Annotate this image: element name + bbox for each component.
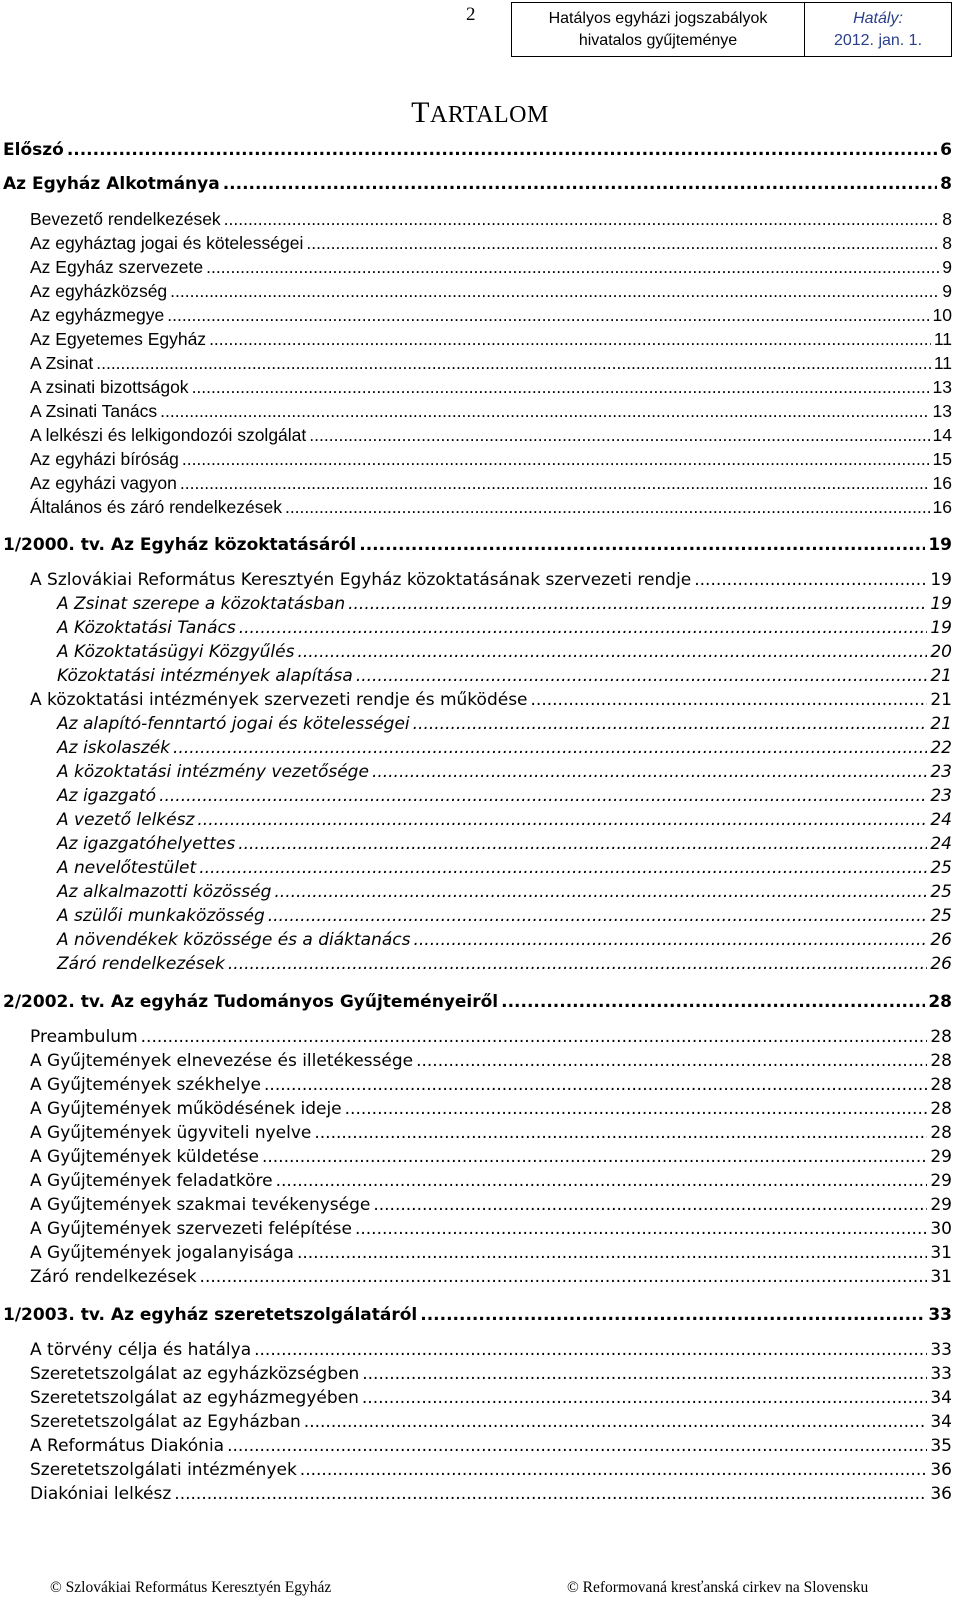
toc-leader-dots (180, 473, 930, 494)
toc-entry (30, 257, 952, 278)
toc-entry (57, 954, 952, 974)
toc-entry-title: 1/2000. tv. Az Egyház közoktatásáról (3, 535, 357, 555)
toc-leader-dots (362, 1364, 927, 1384)
toc-entry-page: 22 (930, 738, 952, 758)
toc-entry (30, 497, 952, 518)
toc-entry (30, 1171, 952, 1191)
toc-leader-dots (206, 257, 939, 278)
toc-entry (57, 714, 952, 734)
toc-entry-page: 33 (930, 1364, 952, 1384)
toc-entry-page: 36 (930, 1460, 952, 1480)
toc-leader-dots (274, 882, 927, 902)
toc-entry-title: A Szlovákiai Református Keresztyén Egyház közoktatásának szervezeti rendje (30, 570, 692, 590)
toc-entry-page: 29 (930, 1147, 952, 1167)
toc-entry-title: A Gyűjtemények ügyviteli nyelve (30, 1123, 312, 1143)
toc-entry (57, 618, 952, 638)
header-effect-date: 2012. jan. 1. (833, 31, 923, 49)
toc-entry-page: 13 (932, 401, 952, 421)
toc-entry (30, 1267, 952, 1287)
toc-leader-dots (276, 1171, 928, 1191)
toc-leader-dots (304, 1412, 928, 1432)
toc-entry-title: Közoktatási intézmények alapítása (57, 666, 353, 686)
toc-leader-dots (420, 1305, 925, 1325)
toc-entry (3, 992, 952, 1012)
toc-entry-page: 11 (933, 353, 952, 373)
toc-entry-page: 24 (930, 810, 952, 830)
toc-entry-title: A Zsinat szerepe a közoktatásban (57, 594, 346, 614)
toc-entry-page: 28 (930, 1123, 952, 1143)
toc-entry-page: 28 (930, 1027, 952, 1047)
toc-entry-title: A Gyűjtemények jogalanyisága (30, 1243, 294, 1263)
toc-entry-page: 10 (932, 305, 952, 325)
toc-entry-title: Az igazgatóhelyettes (57, 834, 236, 854)
toc-entry-page: 26 (930, 930, 952, 950)
toc-entry (30, 401, 952, 422)
toc-leader-dots (348, 594, 927, 614)
toc-entry-title: Záró rendelkezések (57, 954, 225, 974)
footer-left: © Szlovákiai Református Keresztyén Egyház (50, 1579, 332, 1596)
toc-entry (57, 834, 952, 854)
toc-entry-title: Általános és záró rendelkezések (30, 497, 282, 517)
toc-entry (30, 1099, 952, 1119)
toc-entry-title: 1/2003. tv. Az egyház szeretetszolgálatáról (3, 1305, 418, 1325)
toc-entry-title: A törvény célja és hatálya (30, 1340, 252, 1360)
toc-leader-dots (416, 1051, 927, 1071)
toc-entry (30, 1147, 952, 1167)
toc-entry (57, 858, 952, 878)
toc-leader-dots (167, 305, 929, 326)
toc-entry (3, 535, 952, 555)
toc-leader-dots (309, 425, 929, 446)
page-title-first: T (411, 96, 430, 129)
toc-entry-title: Az Egyetemes Egyház (30, 329, 207, 349)
toc-entry (57, 786, 952, 806)
toc-leader-dots (306, 233, 939, 254)
toc-entry-title: A Gyűjtemények elnevezése és illetékessége (30, 1051, 414, 1071)
toc-entry-title: Diakóniai lelkész (30, 1484, 172, 1504)
toc-entry-page: 20 (930, 642, 952, 662)
toc-entry-page: 16 (932, 497, 952, 517)
toc-entry (30, 1195, 952, 1215)
toc-entry-page: 23 (930, 786, 952, 806)
toc-entry-title: Szeretetszolgálati intézmények (30, 1460, 297, 1480)
toc-entry-title: 2/2002. tv. Az egyház Tudományos Gyűjteményeiről (3, 992, 499, 1012)
header-effect (805, 3, 951, 56)
toc-entry-title: A Gyűjtemények székhelye (30, 1075, 262, 1095)
toc-entry (30, 473, 952, 494)
toc-entry-page: 15 (932, 449, 952, 469)
toc-entry-page: 28 (930, 1099, 952, 1119)
toc-entry-page: 19 (928, 535, 952, 555)
header-title (512, 3, 805, 56)
toc-leader-dots (192, 377, 930, 398)
toc-entry (30, 1388, 952, 1408)
toc-entry-title: A növendékek közössége és a diáktanács (57, 930, 411, 950)
toc-entry-title: Az Egyház Alkotmánya (3, 174, 220, 194)
header-title-line1: Hatályos egyházi jogszabályok (548, 9, 768, 27)
toc-entry-title: A Közoktatási Tanács (57, 618, 236, 638)
toc-entry-title: Az iskolaszék (57, 738, 171, 758)
toc-leader-dots (501, 992, 925, 1012)
toc-leader-dots (362, 1388, 927, 1408)
toc-entry (30, 1340, 952, 1360)
toc-entry (30, 1436, 952, 1456)
toc-leader-dots (141, 1027, 928, 1047)
toc-leader-dots (224, 209, 940, 230)
toc-leader-dots (96, 353, 931, 374)
toc-entry-page: 11 (933, 329, 952, 349)
toc-entry (30, 233, 952, 254)
toc-entry (30, 305, 952, 326)
toc-entry-page: 19 (930, 570, 952, 590)
toc-leader-dots (531, 690, 928, 710)
toc-entry-page: 33 (928, 1305, 952, 1325)
toc-entry-page: 19 (930, 594, 952, 614)
toc-entry-title: Az egyházi bíróság (30, 449, 179, 469)
toc-entry-page: 6 (940, 140, 952, 160)
toc-entry (30, 1243, 952, 1263)
toc-entry-page: 24 (930, 834, 952, 854)
toc-leader-dots (174, 1484, 927, 1504)
toc-entry-page: 26 (930, 954, 952, 974)
toc-entry (30, 329, 952, 350)
toc-entry-title: A közoktatási intézmény vezetősége (57, 762, 369, 782)
toc-entry (30, 1460, 952, 1480)
toc-entry (30, 1051, 952, 1071)
toc-leader-dots (200, 1267, 928, 1287)
toc-leader-dots (345, 1099, 928, 1119)
toc-entry-title: A Gyűjtemények küldetése (30, 1147, 259, 1167)
toc-entry-page: 21 (930, 666, 952, 686)
toc-entry-page: 14 (932, 425, 952, 445)
toc-leader-dots (413, 714, 928, 734)
toc-entry-page: 29 (930, 1195, 952, 1215)
toc-entry-title: A szülői munkaközösség (57, 906, 265, 926)
toc-leader-dots (209, 329, 931, 350)
toc-entry-title: Szeretetszolgálat az egyházmegyében (30, 1388, 359, 1408)
toc-leader-dots (285, 497, 930, 518)
toc-entry (30, 353, 952, 374)
footer-right: © Reformovaná kresťanská cirkev na Slovensku (567, 1579, 869, 1596)
toc-entry-title: Az egyháztag jogai és kötelességei (30, 233, 304, 253)
toc-entry-title: Záró rendelkezések (30, 1267, 197, 1287)
toc-leader-dots (297, 1243, 927, 1263)
toc-entry (30, 570, 952, 590)
toc-entry-title: Bevezető rendelkezések (30, 209, 221, 229)
toc-entry (30, 425, 952, 446)
toc-entry-title: Az alkalmazotti közösség (57, 882, 272, 902)
toc-leader-dots (228, 954, 927, 974)
toc-entry (57, 762, 952, 782)
toc-entry (3, 140, 952, 160)
toc-entry-title: Az Egyház szervezete (30, 257, 204, 277)
page-title-rest: ARTALOM (430, 102, 549, 128)
toc-leader-dots (159, 786, 927, 806)
toc-entry (30, 449, 952, 470)
toc-leader-dots (372, 762, 927, 782)
toc-entry-page: 30 (930, 1219, 952, 1239)
toc-entry-title: A Gyűjtemények szakmai tevékenysége (30, 1195, 371, 1215)
toc-entry-page: 25 (930, 882, 952, 902)
toc-entry-page: 28 (930, 1075, 952, 1095)
toc-entry (57, 666, 952, 686)
toc-leader-dots (262, 1147, 927, 1167)
toc-entry-page: 23 (930, 762, 952, 782)
toc-entry-page: 16 (932, 473, 952, 493)
toc-leader-dots (227, 1436, 927, 1456)
toc-entry (57, 642, 952, 662)
toc-entry-title: Szeretetszolgálat az Egyházban (30, 1412, 301, 1432)
toc-leader-dots (264, 1075, 927, 1095)
toc-entry-page: 25 (930, 906, 952, 926)
toc-leader-dots (197, 810, 927, 830)
toc-leader-dots (373, 1195, 927, 1215)
toc-leader-dots (314, 1123, 927, 1143)
toc-entry (57, 906, 952, 926)
toc-entry-title: Preambulum (30, 1027, 138, 1047)
toc-leader-dots (694, 570, 927, 590)
toc-entry-page: 13 (932, 377, 952, 397)
toc-entry-title: Az egyházi vagyon (30, 473, 177, 493)
toc-entry-page: 21 (930, 690, 952, 710)
toc-entry-page: 35 (930, 1436, 952, 1456)
toc-entry-title: Szeretetszolgálat az egyházközségben (30, 1364, 360, 1384)
toc-leader-dots (297, 642, 927, 662)
toc-entry-title: A Közoktatásügyi Közgyűlés (57, 642, 295, 662)
toc-entry (30, 377, 952, 398)
toc-entry (3, 174, 952, 194)
toc-entry-title: Az egyházközség (30, 281, 168, 301)
toc-leader-dots (223, 174, 937, 194)
toc-entry (57, 738, 952, 758)
toc-entry-page: 29 (930, 1171, 952, 1191)
toc-entry (30, 1364, 952, 1384)
toc-entry (57, 594, 952, 614)
toc-entry (30, 1075, 952, 1095)
toc-entry-title: A Gyűjtemények működésének ideje (30, 1099, 342, 1119)
toc-entry-title: A nevelőtestület (57, 858, 197, 878)
toc-entry (30, 1484, 952, 1504)
toc-entry-page: 31 (930, 1243, 952, 1263)
toc-entry-page: 25 (930, 858, 952, 878)
toc-entry-page: 36 (930, 1484, 952, 1504)
toc-entry-title: Az egyházmegye (30, 305, 165, 325)
toc-entry-title: A Református Diakónia (30, 1436, 225, 1456)
toc-leader-dots (300, 1460, 928, 1480)
toc-leader-dots (355, 1219, 927, 1239)
toc-entry-page: 9 (942, 281, 952, 301)
toc-entry-title: A lelkészi és lelkigondozói szolgálat (30, 425, 307, 445)
toc-leader-dots (67, 140, 937, 160)
toc-entry (3, 1305, 952, 1325)
toc-leader-dots (359, 535, 925, 555)
toc-entry (57, 882, 952, 902)
header-effect-label: Hatály: (853, 9, 903, 27)
toc-leader-dots (239, 618, 928, 638)
page-number: 2 (466, 4, 476, 25)
toc-leader-dots (414, 930, 928, 950)
header-title-line2: hivatalos gyűjteménye (578, 31, 738, 49)
toc-entry-title: A vezető lelkész (57, 810, 195, 830)
toc-leader-dots (170, 281, 939, 302)
toc-leader-dots (254, 1340, 927, 1360)
toc-entry (57, 810, 952, 830)
toc-entry-page: 34 (930, 1412, 952, 1432)
toc-entry (57, 930, 952, 950)
toc-entry-page: 34 (930, 1388, 952, 1408)
toc-entry-title: Az igazgató (57, 786, 157, 806)
toc-entry-page: 21 (930, 714, 952, 734)
page-title (0, 96, 960, 130)
toc-leader-dots (173, 738, 927, 758)
toc-entry (30, 1027, 952, 1047)
toc-leader-dots (160, 401, 929, 422)
toc-entry-page: 9 (942, 257, 952, 277)
toc-entry-page: 28 (930, 1051, 952, 1071)
header-box (511, 2, 952, 57)
toc-entry-page: 19 (930, 618, 952, 638)
toc-entry (30, 281, 952, 302)
toc-entry-page: 33 (930, 1340, 952, 1360)
toc-leader-dots (238, 834, 927, 854)
toc-entry (30, 1123, 952, 1143)
toc-entry-page: 28 (928, 992, 952, 1012)
toc-entry (30, 209, 952, 230)
toc-entry-title: A közoktatási intézmények szervezeti rendje és működése (30, 690, 528, 710)
toc-entry-title: A Zsinati Tanács (30, 401, 158, 421)
toc-entry-title: A zsinati bizottságok (30, 377, 189, 397)
toc-leader-dots (356, 666, 928, 686)
toc-entry-page: 8 (940, 174, 952, 194)
toc-entry-title: A Gyűjtemények feladatköre (30, 1171, 273, 1191)
toc-entry-page: 31 (930, 1267, 952, 1287)
toc-entry-title: A Zsinat (30, 353, 94, 373)
toc-leader-dots (199, 858, 927, 878)
toc-leader-dots (182, 449, 930, 470)
toc-leader-dots (268, 906, 928, 926)
toc-entry-page: 8 (942, 209, 952, 229)
toc-entry (30, 690, 952, 710)
toc-entry-title: Előszó (3, 140, 64, 160)
toc-entry (30, 1219, 952, 1239)
toc-entry-title: A Gyűjtemények szervezeti felépítése (30, 1219, 352, 1239)
toc-entry-title: Az alapító-fenntartó jogai és kötelességei (57, 714, 410, 734)
toc-entry-page: 8 (942, 233, 952, 253)
toc-entry (30, 1412, 952, 1432)
